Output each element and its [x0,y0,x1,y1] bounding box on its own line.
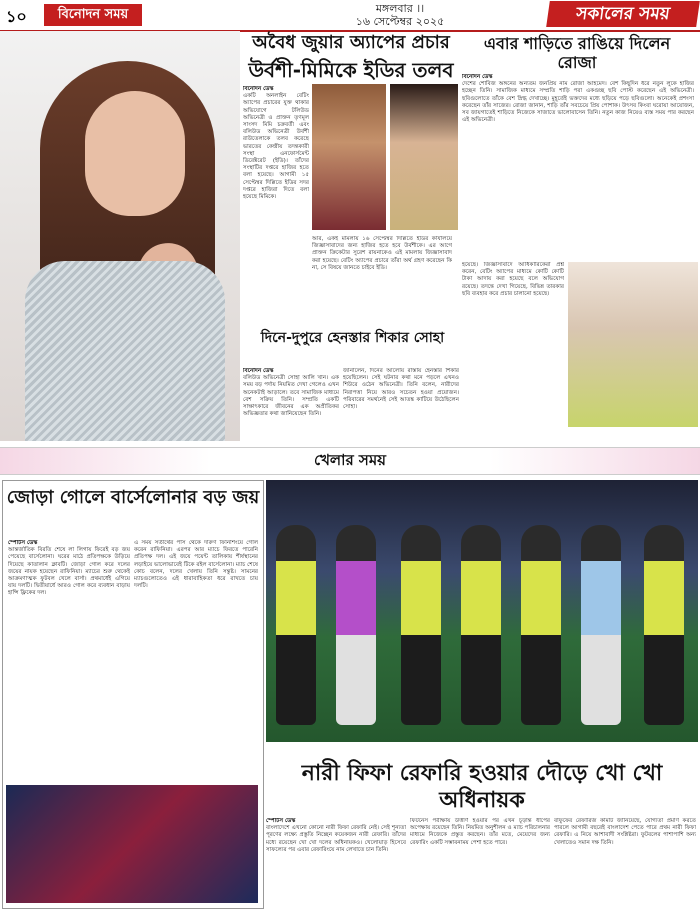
headline-1: অবৈধ জুয়ার অ্যাপের প্রচার [252,32,450,53]
right-byline: বিনোদন ডেস্ক [462,74,493,80]
referee-figure-1 [276,525,316,725]
barcelona-byline: স্পোর্টস ডেস্ক [8,540,38,546]
page-header [0,0,700,32]
photo-roja [568,262,698,427]
referee-figure-4 [521,525,561,725]
player-figure-1 [336,525,376,725]
barcelona-col-1 [8,540,130,780]
page-number: ১০ [6,7,27,26]
story-col-2: আর, একই মামলায় ১৬ সেপ্টেম্বর দিল্লিতে ইডির কার্যালয়ে জিজ্ঞাসাবাদের জন্য হাজির হতে হবে উর্বশীকে। এর আগে প্রাক্তন ক্রিকেটার সুরেশ রায়নাকেও এই মামলায় জিজ্ঞাসাবাদ করা হয়েছে। বেটিং অ্যাপের প্রচারে তাঁরা অর্থ গ্রহণ করেছেন কি না, সে বিষয়ে জানতে চাইবে ইডি। [312,236,452,271]
main-photo-actress [0,31,240,441]
mid-headline: দিনে-দুপুরে হেনস্তার শিকার সোহা [260,330,445,346]
referee-figure-2 [401,525,441,725]
fifa-col-2: ফিটনেস পরীক্ষায় উত্তীর্ণ হওয়ার পর এখন চূড়ান্ত ধাপের অপেক্ষায় রয়েছেন তিনি। নিয়মিত অনুশীলন ও ম্যাচ পরিচালনার মাধ্যমে নিজেকে প্রস্তুত করছেন। তাঁর মতে, মেয়েদের জন্য রেফারিং একটি সম্ভাবনাময় পেশা হতে পারে। [410,818,550,846]
player-figure-2 [581,525,621,725]
photo-referees [266,480,698,742]
date-line [300,2,500,28]
barcelona-col-2: এ সময় সতীর্থের পাস থেকে দারুণ ফিনিশিংয়ে গোল করেন রাফিনিয়া। এরপর আর ম্যাচে ফিরতে পারেনি প্রতিপক্ষ দল। এই জয়ে পয়েন্ট তালিকায় শীর্ষস্থানের লড়াইয়ে ভালোভাবেই টিকে রইল বার্সেলোনা। ম্যাচ শেষে কোচ বলেন, দলের খেলায় তিনি সন্তুষ্ট। সামনের ম্যাচগুলোতেও এই ধারাবাহিকতা ধরে রাখতে চায় দলটি। [134,540,258,590]
right-story-text: দেশের শোবিজ অঙ্গনের অন্যতম জনপ্রিয় নাম রোজা আহমেদ। বেশ কিছুদিন ধরে নতুন লুকে হাজির হচ্ছেন তিনি। সামাজিক মাধ্যমে সম্প্রতি শাড়ি পরা একগুচ্ছ ছবি পোস্ট করেছেন এই অভিনেত্রী। ছবিগুলোতে তাঁকে বেশ স্নিগ্ধ দেখাচ্ছে। মুহূর্তেই ভক্তদের মধ্যে ছড়িয়ে পড়ে ছবিগুলো। অনেকেই প্রশংসা করেছেন তাঁর সাজের। রোজা জানান, শাড়ি তাঁর সবচেয়ে প্রিয় পোশাক। উৎসব কিংবা ঘরোয়া আয়োজন, সব জায়গাতেই শাড়িতে নিজেকে সাজাতে ভালোবাসেন তিনি। নতুন কাজ নিয়েও ব্যস্ত সময় পার করছেন এই অভিনেত্রী। [462,81,694,124]
referee-figure-3 [461,525,501,725]
fifa-headline: নারী ফিফা রেফারি হওয়ার দৌড়ে খো খো অধিনায়ক [301,761,663,813]
photo-dress-shape [25,261,225,441]
right-story-cont: হয়েছে। জিজ্ঞাসাবাদে আধিকারিকেরা প্রশ্ন করেন, বেটিং অ্যাপের মাধ্যমে কোটি কোটি টাকা আদায় করা হয়েছে বলে অভিযোগ রয়েছে। তদন্তে দেখা গিয়েছে, বিভিন্ন তারকার ছবি ব্যবহার করে প্রচার চালানো হয়েছে। [462,262,564,297]
sports-band-label: খেলার সময় [304,451,396,469]
headline-2: উর্বশী-মিমিকে ইডির তলব [248,58,454,82]
story-col-1 [243,86,309,246]
right-headline: এবার শাড়িতে রাঙিয়ে দিলেন রোজা [483,34,671,72]
photo-face-shape [85,91,185,216]
photo-barcelona-players [6,785,258,903]
right-story [462,74,694,260]
mid-story-col-2: জানালেন, দিনের আলোয় রাস্তায় হেনস্তার শিকার হয়েছিলেন। সেই ঘটনার কথা মনে পড়লে এখনও শিউরে ওঠেন অভিনেত্রী। তিনি বলেন, নারীদের নিরাপত্তা নিয়ে আরও সচেতন হওয়া প্রয়োজন। পরিবারের সমর্থনেই সেই আতঙ্ক কাটিয়ে উঠেছিলেন সোহা। [343,368,459,411]
sports-band-title [0,450,700,470]
fifa-col-1 [266,818,406,906]
brand-logo: সকালের সময় [546,1,700,27]
referee-figure-5 [644,525,684,725]
photo-mimi [390,84,458,230]
fifa-text-1: বাংলাদেশে এখনো কোনো নারী ফিফা রেফারি নেই। সেই শূন্যতা পূরণের লক্ষ্যে প্রস্তুতি নিচ্ছেন কয়েকজন নারী রেফারি। তাঁদের মধ্যে রয়েছেন খো খো দলের অধিনায়কও। খেলোয়াড় হিসেবে সাফল্যের পর এবার রেফারিংয়ে নাম লেখাতে চান তিনি। [266,825,406,853]
date: ১৬ সেপ্টেম্বর ২০২৫ [355,15,445,28]
weekday: মঙ্গলবার ।। [375,2,425,15]
mid-story-col-1 [243,368,339,444]
mid-story-text: বলিউড অভিনেত্রী সোহা আলি খান। এক সময় বড় পর্দায় নিয়মিত দেখা গেলেও এখন অনেকটাই আড়ালে। তবে সামাজিক মাধ্যমে বেশ সক্রিয় তিনি। সম্প্রতি একটি সাক্ষাৎকারে জীবনের এক অপ্রীতিকর অভিজ্ঞতার কথা জানিয়েছেন তিনি। [243,375,339,418]
photo-urvashi [312,84,386,230]
mid-byline: বিনোদন ডেস্ক [243,368,274,374]
fifa-col-3: বাফুফের রেফারিজ কমিটি জানিয়েছে, যোগ্যতা প্রমাণ করতে পারলে আগামী বছরেই বাংলাদেশ পেতে পারে প্রথম নারী ফিফা রেফারি। এ নিয়ে আশাবাদী সংশ্লিষ্টরা। ফুটবলের পাশাপাশি অন্য খেলাতেও সমান দক্ষ তিনি। [554,818,696,846]
barcelona-text-1: আন্তর্জাতিক বিরতি শেষে লা লিগায় ফিরেই বড় জয় পেয়েছে বার্সেলোনা। ঘরের মাঠে প্রতিপক্ষকে উড়িয়ে দিয়েছে কাতালান ক্লাবটি। জোড়া গোল করে দলের জয়ের নায়ক হয়েছেন রাফিনিয়া। ম্যাচের শুরু থেকেই আক্রমণাত্মক ফুটবল খেলে বার্সা। প্রথমার্ধেই এগিয়ে যায় দলটি। দ্বিতীয়ার্ধে আরও গোল করে ব্যবধান বাড়ায় হান্সি ফ্লিকের দল। [8,547,130,597]
section-label: বিনোদন সময় [44,4,142,26]
story-text: একটি অনলাইন বেটিং অ্যাপের প্রচারের যুক্ত থাকার অভিযোগে টলিউড অভিনেত্রী ও প্রাক্তন তৃণমূল সাংসদ মিমি চক্রবর্তী এবং বলিউড অভিনেত্রী উর্বশী রাউতেলাকে তলব করেছে ভারতের কেন্দ্রীয় তদন্তকারী সংস্থা এনফোর্সমেন্ট ডিরেক্টরেট (ইডি)। তাঁদের সংস্থাটির দপ্তরে হাজির হতে বলা হয়েছে। আগামী ১৫ সেপ্টেম্বর দিল্লিতে ইডির সদর দপ্তরে হাজিরা দিতে বলা হয়েছে মিমিকে। [243,93,309,201]
byline: বিনোদন ডেস্ক [243,86,274,92]
fifa-byline: স্পোর্টস ডেস্ক [266,818,296,824]
barcelona-headline: জোড়া গোলে বার্সেলোনার বড় জয় [6,487,260,508]
